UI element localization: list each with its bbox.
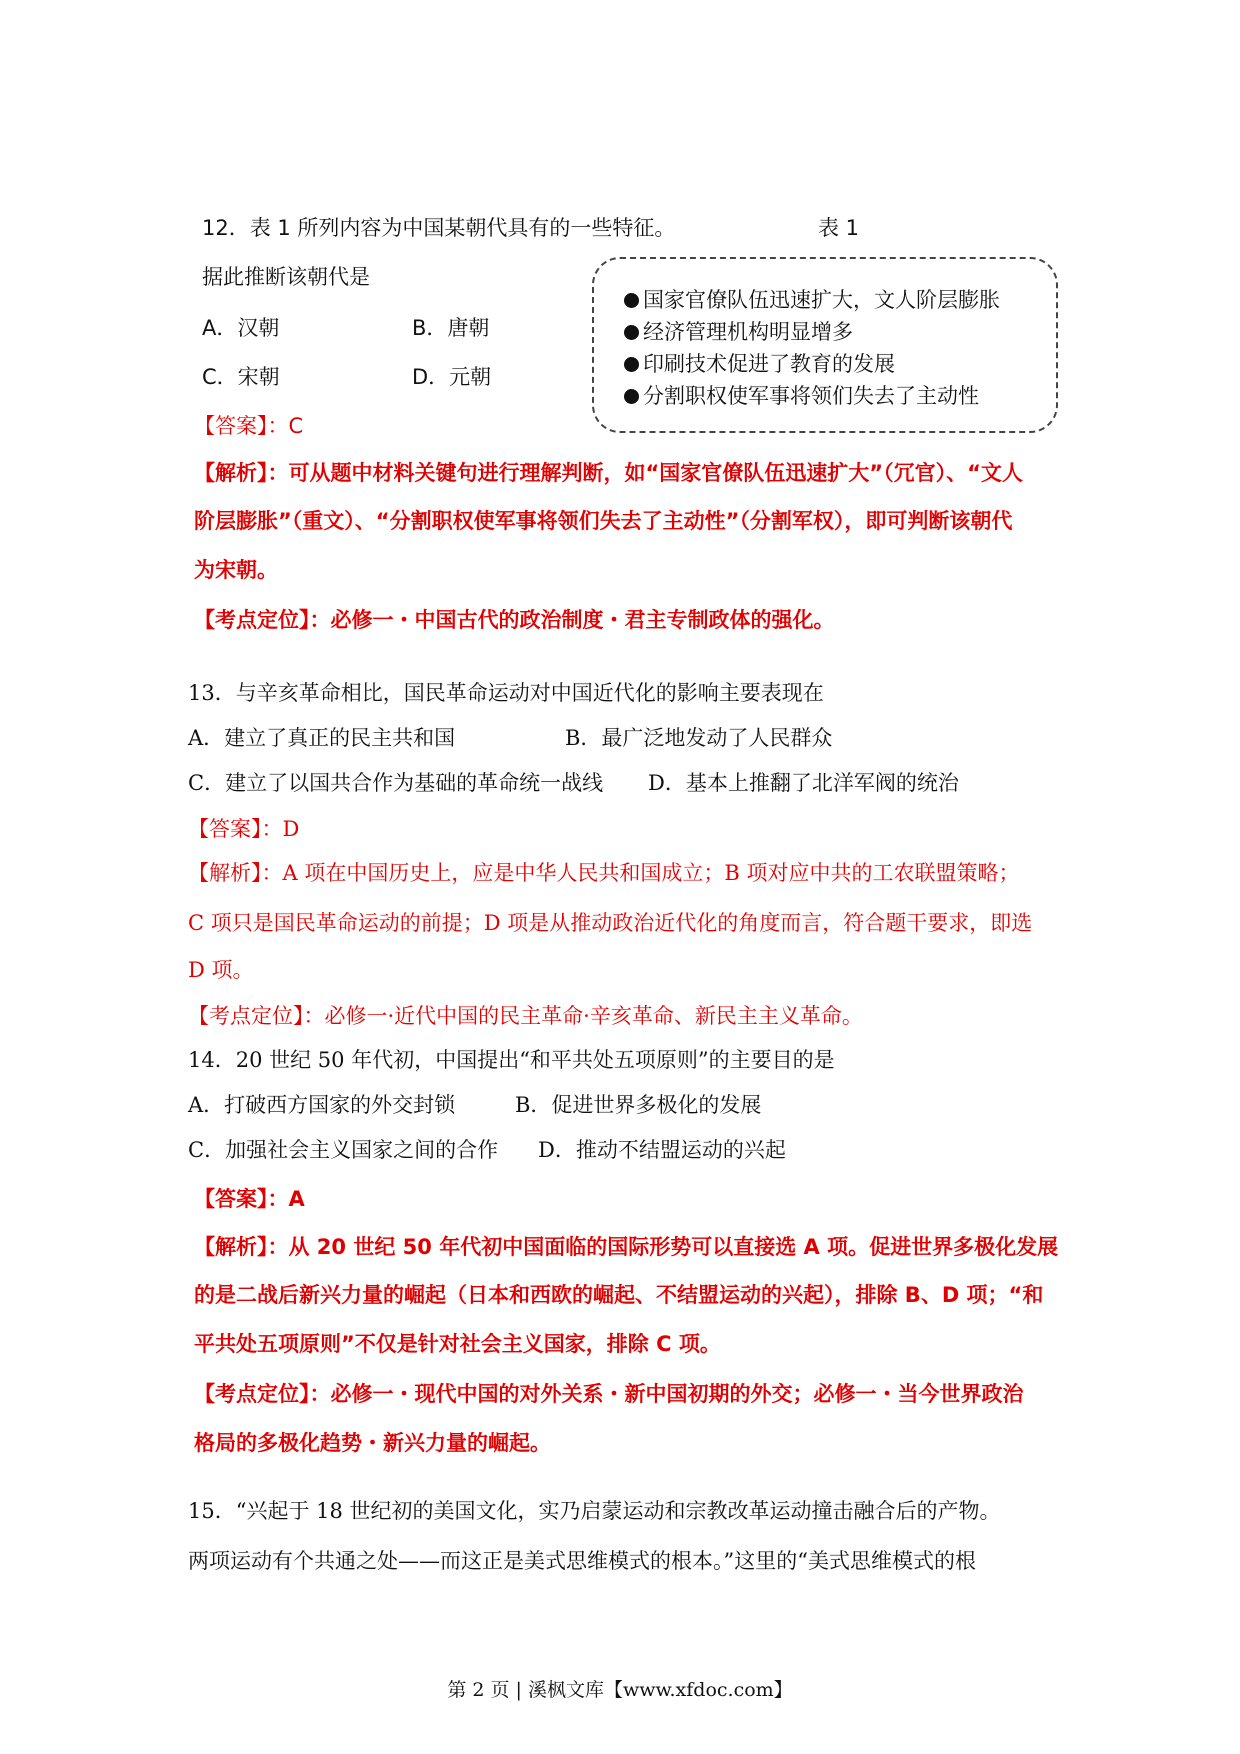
q12-option-c: C．宋朝 [202,365,280,389]
q14-analysis-line-2: 的是二战后新兴力量的崛起（日本和西欧的崛起、不结盟运动的兴起），排除 B、D 项；“和 [194,1283,1044,1307]
q13-point: 【考点定位】：必修一·近代中国的民主革命·辛亥革命、新民主主义革命。 [188,1004,863,1028]
q12-stem2: 据此推断该朝代是 [202,265,370,289]
q12-option-b: B．唐朝 [412,316,490,340]
q13-option-d: D．基本上推翻了北洋军阀的统治 [648,771,959,795]
q13-analysis-line-2: C 项只是国民革命运动的前提；D 项是从推动政治近代化的角度而言，符合题干要求，即选 [188,911,1033,935]
table-item-text: 国家官僚队伍迅速扩大，文人阶层膨胀 [643,288,1000,312]
page-footer: 第 2 页 | 溪枫文库【www.xfdoc.com】 [447,1679,793,1701]
q14-point-line-1: 【考点定位】：必修一・现代中国的对外关系・新中国初期的外交；必修一・当今世界政治 [194,1382,1024,1406]
bullet-icon [624,325,639,340]
q14-answer: 【答案】：A [194,1187,305,1211]
q14-option-b: B．促进世界多极化的发展 [515,1093,762,1117]
q15-stem-line-1: 15．“兴起于 18 世纪初的美国文化，实乃启蒙运动和宗教改革运动撞击融合后的产物。 [188,1499,1001,1523]
q13-analysis-line-3: D 项。 [188,958,254,982]
q12-analysis-line-3: 为宋朝。 [194,558,278,582]
table-item-text: 印刷技术促进了教育的发展 [643,352,895,376]
q13-answer: 【答案】：D [188,817,300,841]
q13-option-a: A．建立了真正的民主共和国 [188,726,456,750]
table-item [624,285,1000,315]
table-item [624,317,853,347]
q12-analysis-line-2: 阶层膨胀”（重文）、“分割职权使军事将领们失去了主动性”（分割军权），即可判断该朝代 [194,509,1013,533]
q14-stem: 14．20 世纪 50 年代初，中国提出“和平共处五项原则”的主要目的是 [188,1048,835,1072]
q12-feature-table [592,257,1058,433]
q12-point: 【考点定位】：必修一・中国古代的政治制度・君主专制政体的强化。 [194,608,835,632]
q13-option-c: C．建立了以国共合作为基础的革命统一战线 [188,771,604,795]
bullet-icon [624,389,639,404]
table-item [624,381,979,411]
q13-stem: 13．与辛亥革命相比，国民革命运动对中国近代化的影响主要表现在 [188,681,824,705]
q14-analysis-line-3: 平共处五项原则”不仅是针对社会主义国家，排除 C 项。 [194,1332,721,1356]
q14-option-c: C．加强社会主义国家之间的合作 [188,1138,499,1162]
q14-option-a: A．打破西方国家的外交封锁 [188,1093,456,1117]
table-item-text: 分割职权使军事将领们失去了主动性 [643,384,979,408]
q14-point-line-2: 格局的多极化趋势・新兴力量的崛起。 [194,1431,551,1455]
q12-analysis-line-1: 【解析】：可从题中材料关键句进行理解判断，如“国家官僚队伍迅速扩大”（冗官）、“文人 [194,461,1023,485]
table-item [624,349,895,379]
q15-stem-line-2: 两项运动有个共通之处——而这正是美式思维模式的根本。”这里的“美式思维模式的根 [188,1549,976,1573]
bullet-icon [624,357,639,372]
q14-option-d: D．推动不结盟运动的兴起 [538,1138,786,1162]
q12-answer: 【答案】：C [194,414,304,438]
q13-analysis-line-1: 【解析】：A 项在中国历史上，应是中华人民共和国成立；B 项对应中共的工农联盟策略； [188,861,1020,885]
table-item-text: 经济管理机构明显增多 [643,320,853,344]
bullet-icon [624,293,639,308]
q12-option-a: A．汉朝 [202,316,280,340]
q12-stem: 12．表 1 所列内容为中国某朝代具有的一些特征。 [202,216,676,240]
q13-option-b: B．最广泛地发动了人民群众 [565,726,833,750]
q14-analysis-line-1: 【解析】：从 20 世纪 50 年代初中国面临的国际形势可以直接选 A 项。促进世界多极化发展 [194,1235,1059,1259]
q12-option-d: D．元朝 [412,365,492,389]
q12-table-caption: 表 1 [818,216,860,240]
